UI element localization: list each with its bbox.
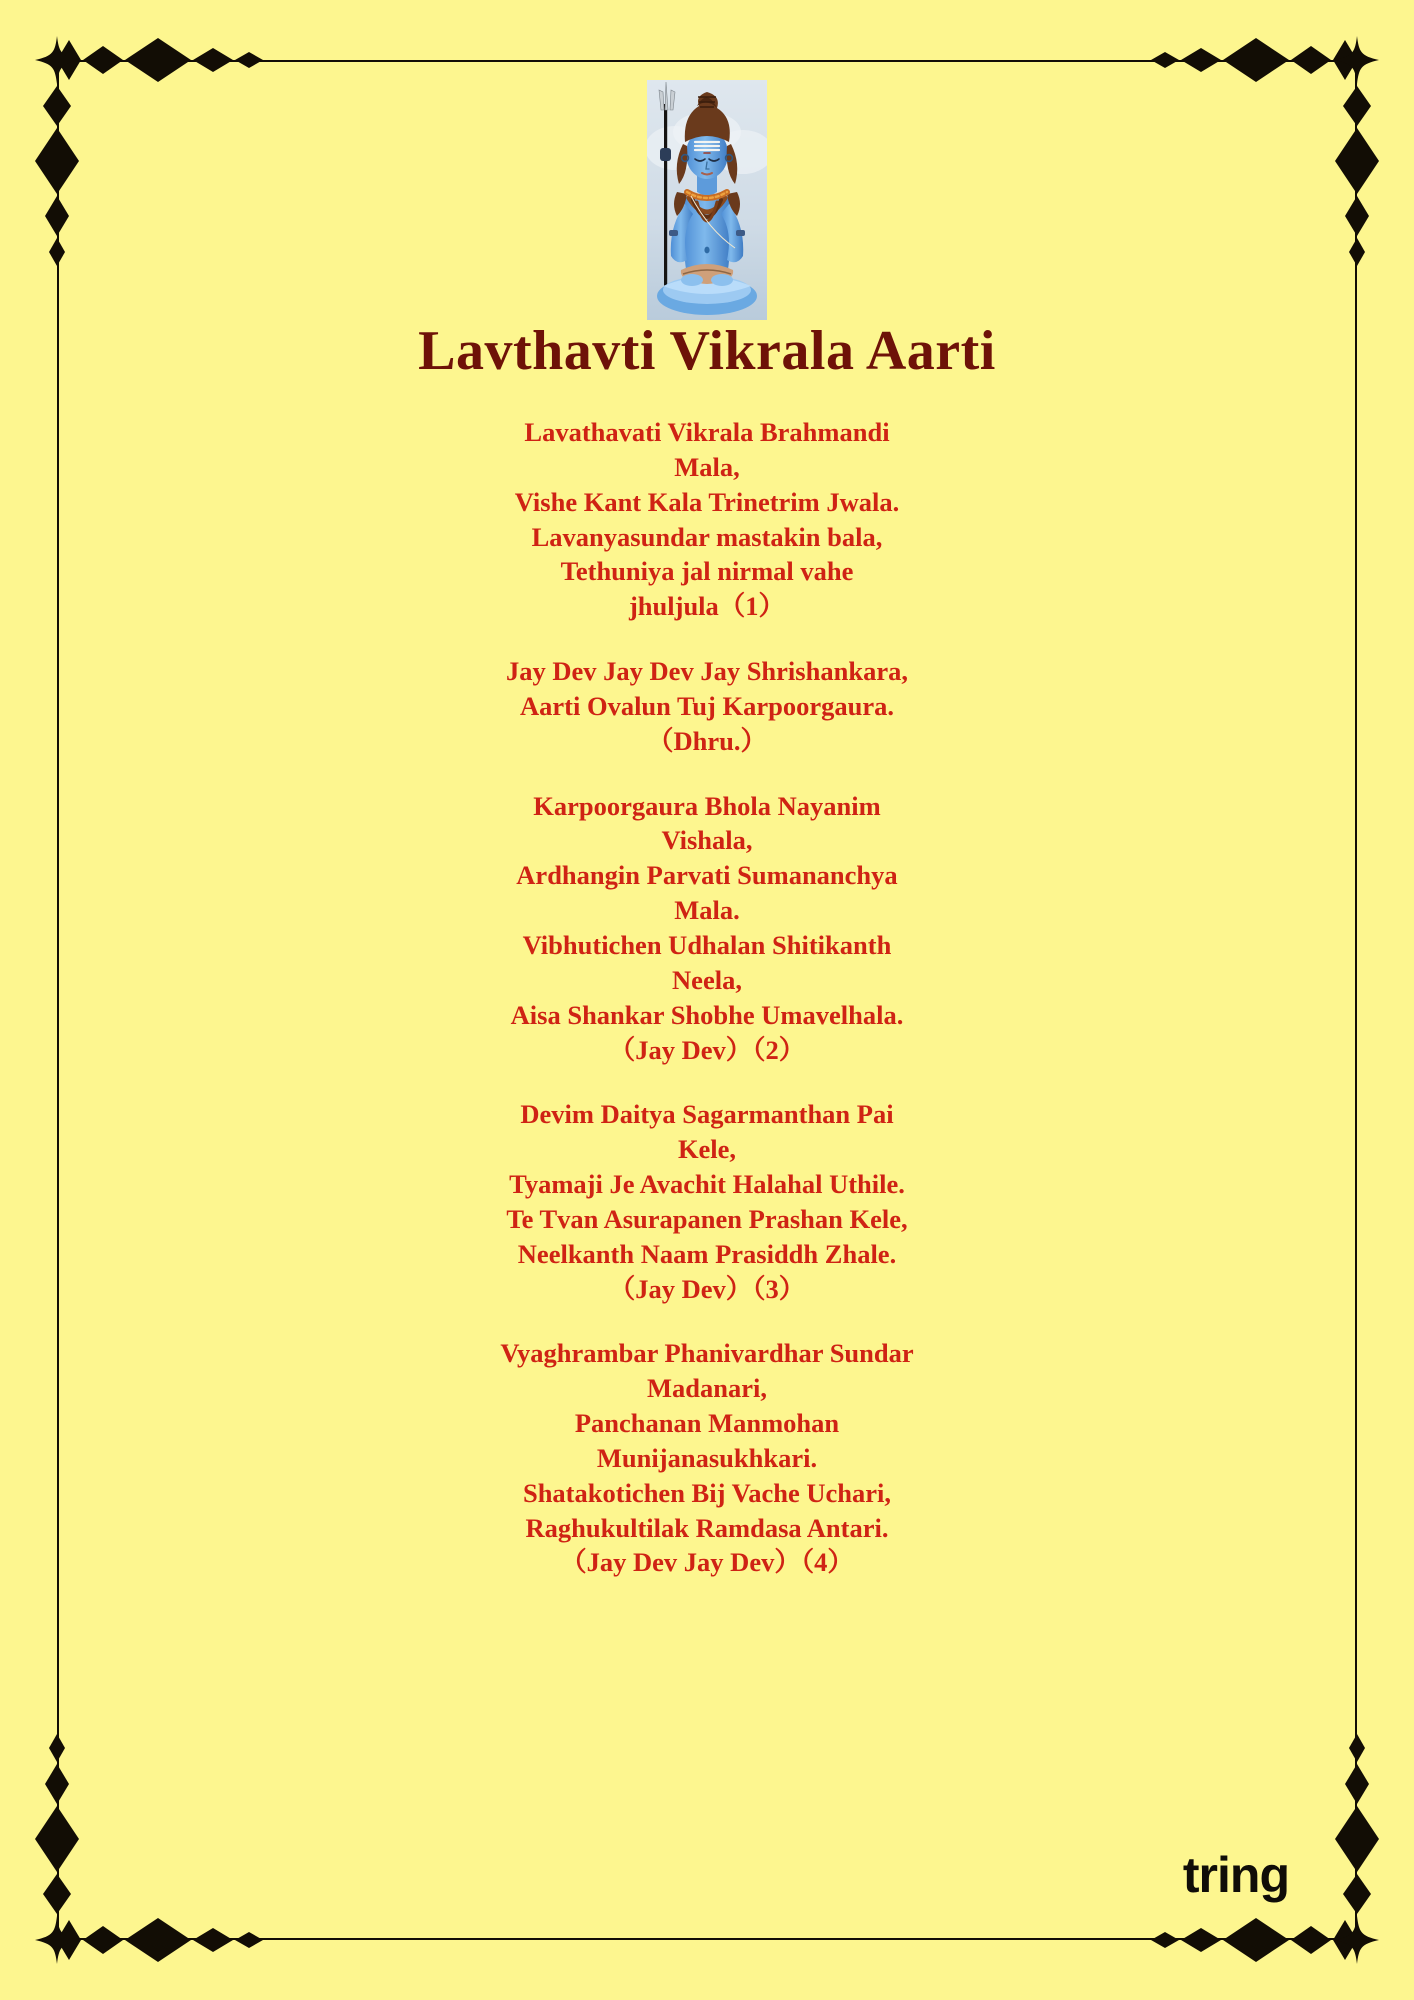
lyric-line: Jay Dev Jay Dev Jay Shrishankara, [506,656,908,687]
lyric-line: Tyamaji Je Avachit Halahal Uthile. [509,1169,905,1200]
lyric-line: Vishe Kant Kala Trinetrim Jwala. [514,486,900,517]
lyric-line: Tethuniya jal nirmal vahe [560,556,854,587]
tring-logo: tring [1182,1847,1289,1903]
lyric-line: Ardhangin Parvati Sumananchya [516,860,898,891]
corner-ornament-top-left [31,34,261,264]
verse-3 [347,789,1067,1068]
lyric-line: jhuljula（1） [628,591,786,622]
lyric-line: Lavanyasundar mastakin bala, [531,521,883,552]
lyric-line: Te Tvan Asurapanen Prashan Kele, [506,1203,908,1234]
verse-2 [347,654,1067,759]
corner-ornament-bottom-left [31,1736,261,1966]
lyric-line: Aisa Shankar Shobhe Umavelhala. [510,999,904,1030]
page-title: Lavthavti Vikrala Aarti [418,320,996,382]
lyric-line: Mala. [674,895,740,926]
border-rule-bottom [57,1938,1357,1940]
verse-1 [347,415,1067,624]
lyric-line: Panchanan Manmohan [574,1408,840,1439]
lyric-line: （Jay Dev）（2） [608,1034,806,1065]
lyric-line: （Dhru.） [646,725,767,756]
border-rule-top [57,60,1357,62]
verse-5 [347,1336,1067,1580]
lyric-line: Karpoorgaura Bhola Nayanim [533,790,881,821]
lyric-line: Shatakotichen Bij Vache Uchari, [522,1477,892,1508]
lyric-line: Vibhutichen Udhalan Shitikanth [522,929,892,960]
verse-4 [347,1097,1067,1306]
corner-ornament-top-right [1153,34,1383,264]
lyric-line: Neela, [672,964,742,995]
lyric-line: （Jay Dev Jay Dev）（4） [560,1547,854,1578]
lyric-line: Neelkanth Naam Prasiddh Zhale. [517,1238,897,1269]
lyric-line: Vishala, [661,825,753,856]
lyric-line: Lavathavati Vikrala Brahmandi [524,417,890,447]
aarti-lyrics [347,415,1067,1580]
lyric-line: Mala, [674,451,740,482]
lyric-line: Madanari, [647,1373,767,1404]
lyric-line: （Jay Dev）（3） [608,1273,806,1304]
shiva-deity-image [647,80,767,320]
lyric-line: Raghukultilak Ramdasa Antari. [525,1512,889,1543]
lyric-line: Munijanasukhkari. [596,1442,818,1473]
lyric-line: Kele, [677,1134,737,1165]
lyric-line: Vyaghrambar Phanivardhar Sundar [500,1338,914,1369]
lyric-line: Devim Daitya Sagarmanthan Pai [520,1099,894,1130]
lyric-line: Aarti Ovalun Tuj Karpoorgaura. [520,690,894,721]
